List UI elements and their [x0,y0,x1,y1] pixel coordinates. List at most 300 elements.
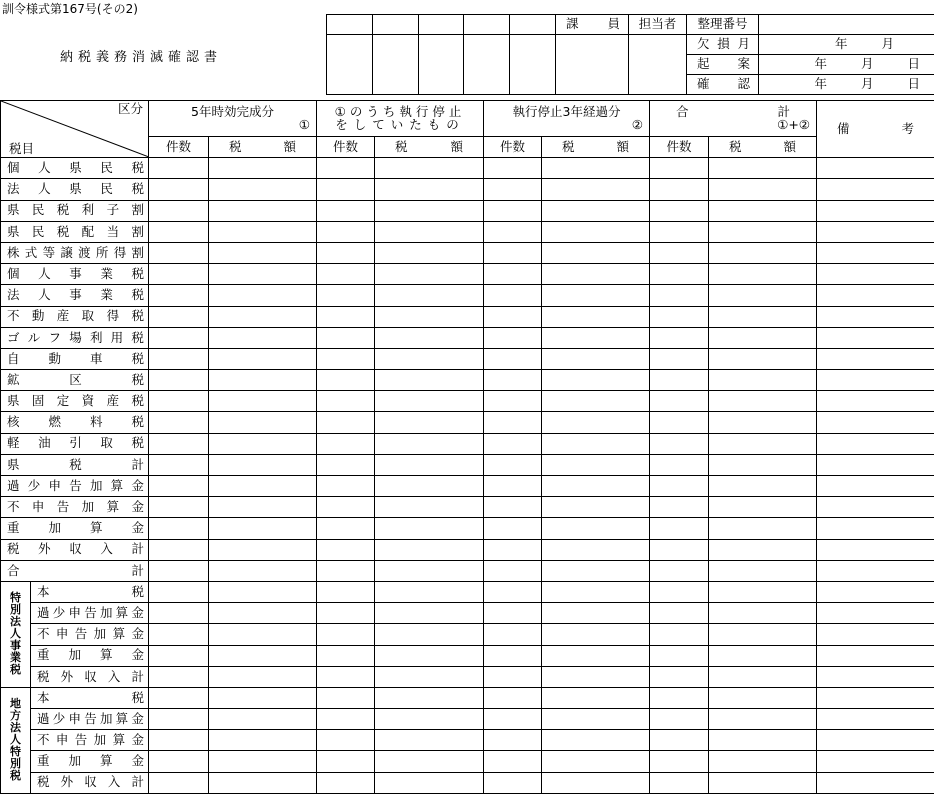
remarks-cell[interactable] [817,624,934,645]
amount-cell[interactable] [542,497,650,518]
count-cell[interactable] [149,348,209,369]
amount-cell[interactable] [209,242,317,263]
amount-cell[interactable] [209,624,317,645]
stamp-cell[interactable] [419,35,464,95]
remarks-cell[interactable] [817,751,934,772]
count-cell[interactable] [650,518,709,539]
count-cell[interactable] [650,348,709,369]
remarks-cell[interactable] [817,264,934,285]
amount-cell[interactable] [542,306,650,327]
count-cell[interactable] [484,370,542,391]
amount-cell[interactable] [542,539,650,560]
count-cell[interactable] [149,603,209,624]
count-cell[interactable] [484,348,542,369]
stamp-cell[interactable] [419,15,464,35]
amount-cell[interactable] [375,242,484,263]
amount-cell[interactable] [375,624,484,645]
count-cell[interactable] [650,370,709,391]
section-item [31,603,149,624]
amount-cell[interactable] [209,497,317,518]
amount-cell[interactable] [375,603,484,624]
remarks-cell[interactable] [817,497,934,518]
amount-cell[interactable] [209,221,317,242]
amount-cell[interactable] [709,560,817,581]
count-cell[interactable] [317,370,375,391]
amount-cell[interactable] [542,412,650,433]
table-row [1,158,934,179]
count-cell[interactable] [650,327,709,348]
stamp-cell[interactable] [373,15,419,35]
kakunin-date-value[interactable] [759,75,934,95]
count-cell[interactable] [650,730,709,751]
count-cell[interactable] [650,200,709,221]
section-item [31,666,149,687]
amount-cell[interactable] [375,454,484,475]
amount-cell[interactable] [709,687,817,708]
remarks-cell[interactable] [817,391,934,412]
count-cell[interactable] [650,624,709,645]
amount-cell[interactable] [542,624,650,645]
count-cell[interactable] [650,603,709,624]
count-cell[interactable] [484,221,542,242]
stamp-cell[interactable] [556,35,629,95]
amount-cell[interactable] [209,264,317,285]
amount-cell[interactable] [375,497,484,518]
amount-cell[interactable] [709,772,817,793]
stamp-cell[interactable] [327,15,373,35]
amount-cell[interactable] [209,645,317,666]
amount-cell[interactable] [709,433,817,454]
amount-cell[interactable] [209,687,317,708]
amount-cell[interactable] [375,370,484,391]
count-cell[interactable] [317,581,375,602]
remarks-cell[interactable] [817,581,934,602]
remarks-cell[interactable] [817,221,934,242]
remarks-cell[interactable] [817,603,934,624]
count-cell[interactable] [484,264,542,285]
remarks-cell[interactable] [817,200,934,221]
amount-cell[interactable] [375,772,484,793]
count-cell[interactable] [484,433,542,454]
remarks-cell[interactable] [817,666,934,687]
amount-cell[interactable] [209,560,317,581]
amount-cell[interactable] [209,603,317,624]
amount-cell[interactable] [542,242,650,263]
count-cell[interactable] [317,476,375,497]
amount-cell[interactable] [375,348,484,369]
remarks-cell[interactable] [817,285,934,306]
count-cell[interactable] [149,560,209,581]
count-cell[interactable] [650,709,709,730]
amount-cell[interactable] [709,581,817,602]
count-cell[interactable] [650,306,709,327]
count-cell[interactable] [317,221,375,242]
amount-cell[interactable] [709,306,817,327]
amount-cell[interactable] [542,327,650,348]
amount-cell[interactable] [709,624,817,645]
amount-cell[interactable] [542,709,650,730]
count-cell[interactable] [484,454,542,475]
amount-cell[interactable] [709,666,817,687]
amount-cell[interactable] [209,412,317,433]
count-cell[interactable] [317,433,375,454]
table-row [1,687,934,708]
amount-cell[interactable] [542,772,650,793]
table-row [1,454,934,475]
count-cell[interactable] [317,645,375,666]
count-cell[interactable] [317,560,375,581]
count-cell[interactable] [484,327,542,348]
count-cell[interactable] [650,539,709,560]
count-cell[interactable] [317,751,375,772]
count-cell[interactable] [149,645,209,666]
count-cell[interactable] [484,666,542,687]
amount-cell[interactable] [209,391,317,412]
amount-cell[interactable] [542,179,650,200]
count-cell[interactable] [317,306,375,327]
amount-cell[interactable] [375,200,484,221]
amount-cell[interactable] [375,433,484,454]
amount-cell[interactable] [375,327,484,348]
count-cell[interactable] [650,581,709,602]
count-cell[interactable] [149,476,209,497]
count-cell[interactable] [650,751,709,772]
count-cell[interactable] [317,539,375,560]
amount-cell[interactable] [375,709,484,730]
count-cell[interactable] [484,200,542,221]
amount-cell[interactable] [709,709,817,730]
count-cell[interactable] [484,242,542,263]
count-cell[interactable] [149,581,209,602]
amount-cell[interactable] [209,348,317,369]
count-cell[interactable] [650,666,709,687]
count-cell[interactable] [317,666,375,687]
remarks-cell[interactable] [817,518,934,539]
amount-cell[interactable] [709,391,817,412]
count-cell[interactable] [484,709,542,730]
tax-item-label: 重 加 算 金 [37,753,144,769]
count-cell[interactable] [650,412,709,433]
amount-cell[interactable] [709,327,817,348]
amount-cell[interactable] [375,285,484,306]
amount-cell[interactable] [375,476,484,497]
amount-cell[interactable] [209,518,317,539]
amount-cell[interactable] [542,370,650,391]
remarks-cell[interactable] [817,560,934,581]
count-cell[interactable] [484,179,542,200]
count-cell[interactable] [484,306,542,327]
count-cell[interactable] [149,327,209,348]
count-cell[interactable] [484,497,542,518]
count-cell[interactable] [317,772,375,793]
amount-cell[interactable] [542,645,650,666]
count-cell[interactable] [650,687,709,708]
count-cell[interactable] [317,730,375,751]
count-cell[interactable] [317,412,375,433]
count-cell[interactable] [650,497,709,518]
count-cell[interactable] [650,391,709,412]
count-cell[interactable] [317,603,375,624]
amount-cell[interactable] [375,264,484,285]
count-cell[interactable] [650,158,709,179]
count-cell[interactable] [484,285,542,306]
amount-cell[interactable] [709,645,817,666]
count-cell[interactable] [484,158,542,179]
amount-cell[interactable] [209,433,317,454]
tax-item-label: 県 税 計 [7,456,144,472]
count-cell[interactable] [317,327,375,348]
remarks-cell[interactable] [817,412,934,433]
count-cell[interactable] [149,709,209,730]
count-cell[interactable] [650,285,709,306]
count-cell[interactable] [149,412,209,433]
amount-cell[interactable] [542,560,650,581]
amount-cell[interactable] [375,645,484,666]
seiri-bangou-value[interactable] [759,15,934,35]
count-cell[interactable] [650,242,709,263]
section-item [31,624,149,645]
count-cell[interactable] [317,624,375,645]
amount-cell[interactable] [709,348,817,369]
amount-cell[interactable] [542,581,650,602]
count-cell[interactable] [484,751,542,772]
amount-cell[interactable] [375,581,484,602]
count-cell[interactable] [149,730,209,751]
amount-cell[interactable] [209,730,317,751]
amount-cell[interactable] [542,666,650,687]
amount-cell[interactable] [375,179,484,200]
amount-cell[interactable] [542,751,650,772]
count-cell[interactable] [149,221,209,242]
count-cell[interactable] [149,433,209,454]
count-cell[interactable] [149,539,209,560]
amount-cell[interactable] [709,497,817,518]
amount-cell[interactable] [375,730,484,751]
amount-cell[interactable] [375,666,484,687]
amount-cell[interactable] [375,158,484,179]
stamp-cell[interactable] [510,35,556,95]
amount-cell[interactable] [709,179,817,200]
amount-cell[interactable] [209,539,317,560]
amount-cell[interactable] [542,285,650,306]
stamp-cell[interactable] [373,35,419,95]
amount-cell[interactable] [709,751,817,772]
amount-cell[interactable] [209,476,317,497]
amount-cell[interactable] [209,751,317,772]
amount-cell[interactable] [542,264,650,285]
count-cell[interactable] [484,624,542,645]
amount-cell[interactable] [209,772,317,793]
kesson-month-value[interactable] [759,35,934,55]
amount-cell[interactable] [375,306,484,327]
amount-cell[interactable] [542,158,650,179]
amount-cell[interactable] [542,687,650,708]
amount-cell[interactable] [709,221,817,242]
amount-cell[interactable] [542,730,650,751]
count-cell[interactable] [317,497,375,518]
count-cell[interactable] [149,624,209,645]
amount-cell[interactable] [542,200,650,221]
count-cell[interactable] [317,454,375,475]
count-cell[interactable] [484,730,542,751]
count-cell[interactable] [317,242,375,263]
amount-cell[interactable] [709,158,817,179]
remarks-cell[interactable] [817,645,934,666]
count-cell[interactable] [484,518,542,539]
amount-cell[interactable] [709,370,817,391]
remarks-cell[interactable] [817,709,934,730]
count-cell[interactable] [484,603,542,624]
amount-cell[interactable] [375,412,484,433]
remarks-cell[interactable] [817,242,934,263]
amount-cell[interactable] [542,348,650,369]
amount-cell[interactable] [709,476,817,497]
amount-cell[interactable] [709,242,817,263]
count-cell[interactable] [149,687,209,708]
amount-cell[interactable] [209,709,317,730]
remarks-cell[interactable] [817,327,934,348]
count-cell[interactable] [317,158,375,179]
count-cell[interactable] [149,772,209,793]
count-cell[interactable] [317,285,375,306]
count-cell[interactable] [149,158,209,179]
remarks-cell[interactable] [817,454,934,475]
remarks-cell[interactable] [817,433,934,454]
amount-cell[interactable] [709,518,817,539]
amount-cell[interactable] [209,327,317,348]
remarks-cell[interactable] [817,179,934,200]
amount-cell[interactable] [209,666,317,687]
amount-cell[interactable] [209,581,317,602]
remarks-cell[interactable] [817,687,934,708]
amount-cell[interactable] [709,200,817,221]
count-cell[interactable] [149,497,209,518]
count-cell[interactable] [149,518,209,539]
amount-cell[interactable] [209,158,317,179]
table-row [1,242,934,263]
remarks-cell[interactable] [817,772,934,793]
count-cell[interactable] [317,518,375,539]
stamp-cell[interactable] [327,35,373,95]
count-cell[interactable] [149,391,209,412]
count-cell[interactable] [650,179,709,200]
stamp-cell[interactable] [629,35,687,95]
remarks-cell[interactable] [817,306,934,327]
count-header: 件数 [317,137,375,158]
count-cell[interactable] [484,412,542,433]
count-cell[interactable] [650,221,709,242]
count-cell[interactable] [650,645,709,666]
count-cell[interactable] [317,687,375,708]
amount-cell[interactable] [542,433,650,454]
amount-cell[interactable] [542,454,650,475]
amount-cell[interactable] [209,285,317,306]
amount-cell[interactable] [375,221,484,242]
count-cell[interactable] [149,454,209,475]
count-cell[interactable] [650,454,709,475]
count-cell[interactable] [149,264,209,285]
amount-cell[interactable] [542,476,650,497]
count-cell[interactable] [149,666,209,687]
count-cell[interactable] [149,751,209,772]
amount-cell[interactable] [542,518,650,539]
count-cell[interactable] [650,264,709,285]
amount-cell[interactable] [375,560,484,581]
count-cell[interactable] [149,370,209,391]
amount-cell[interactable] [375,518,484,539]
count-cell[interactable] [149,306,209,327]
kian-date-value[interactable] [759,55,934,75]
count-cell[interactable] [149,285,209,306]
remarks-cell[interactable] [817,158,934,179]
stamp-cell[interactable] [464,35,510,95]
count-cell[interactable] [650,476,709,497]
amount-cell[interactable] [709,285,817,306]
amount-cell[interactable] [209,306,317,327]
tax-item [1,242,149,263]
count-cell[interactable] [149,200,209,221]
amount-cell[interactable] [709,454,817,475]
count-cell[interactable] [317,200,375,221]
stamp-cell[interactable] [464,15,510,35]
stamp-cell[interactable] [510,15,556,35]
remarks-cell[interactable] [817,476,934,497]
remarks-cell[interactable] [817,348,934,369]
count-cell[interactable] [484,476,542,497]
amount-cell[interactable] [209,200,317,221]
amount-cell[interactable] [375,391,484,412]
count-cell[interactable] [484,391,542,412]
count-cell[interactable] [650,560,709,581]
amount-cell[interactable] [709,603,817,624]
count-cell[interactable] [484,539,542,560]
table-row [1,179,934,200]
count-cell[interactable] [484,581,542,602]
amount-cell[interactable] [375,539,484,560]
count-cell[interactable] [484,772,542,793]
remarks-cell[interactable] [817,370,934,391]
count-cell[interactable] [650,433,709,454]
amount-cell[interactable] [542,603,650,624]
count-cell[interactable] [149,242,209,263]
amount-cell[interactable] [375,687,484,708]
count-cell[interactable] [484,560,542,581]
count-cell[interactable] [484,645,542,666]
amount-cell[interactable] [709,730,817,751]
count-cell[interactable] [317,264,375,285]
count-cell[interactable] [650,772,709,793]
amount-cell[interactable] [542,221,650,242]
count-cell[interactable] [149,179,209,200]
remarks-cell[interactable] [817,730,934,751]
amount-cell[interactable] [209,179,317,200]
amount-cell[interactable] [542,391,650,412]
amount-cell[interactable] [709,539,817,560]
count-cell[interactable] [484,687,542,708]
count-cell[interactable] [317,348,375,369]
amount-cell[interactable] [375,751,484,772]
tax-item [1,476,149,497]
amount-cell[interactable] [209,370,317,391]
count-cell[interactable] [317,179,375,200]
remarks-cell[interactable] [817,539,934,560]
amount-cell[interactable] [709,264,817,285]
section-label: 地方法人特別税 [1,687,31,793]
count-cell[interactable] [317,391,375,412]
count-cell[interactable] [317,709,375,730]
amount-cell[interactable] [209,454,317,475]
amount-cell[interactable] [709,412,817,433]
